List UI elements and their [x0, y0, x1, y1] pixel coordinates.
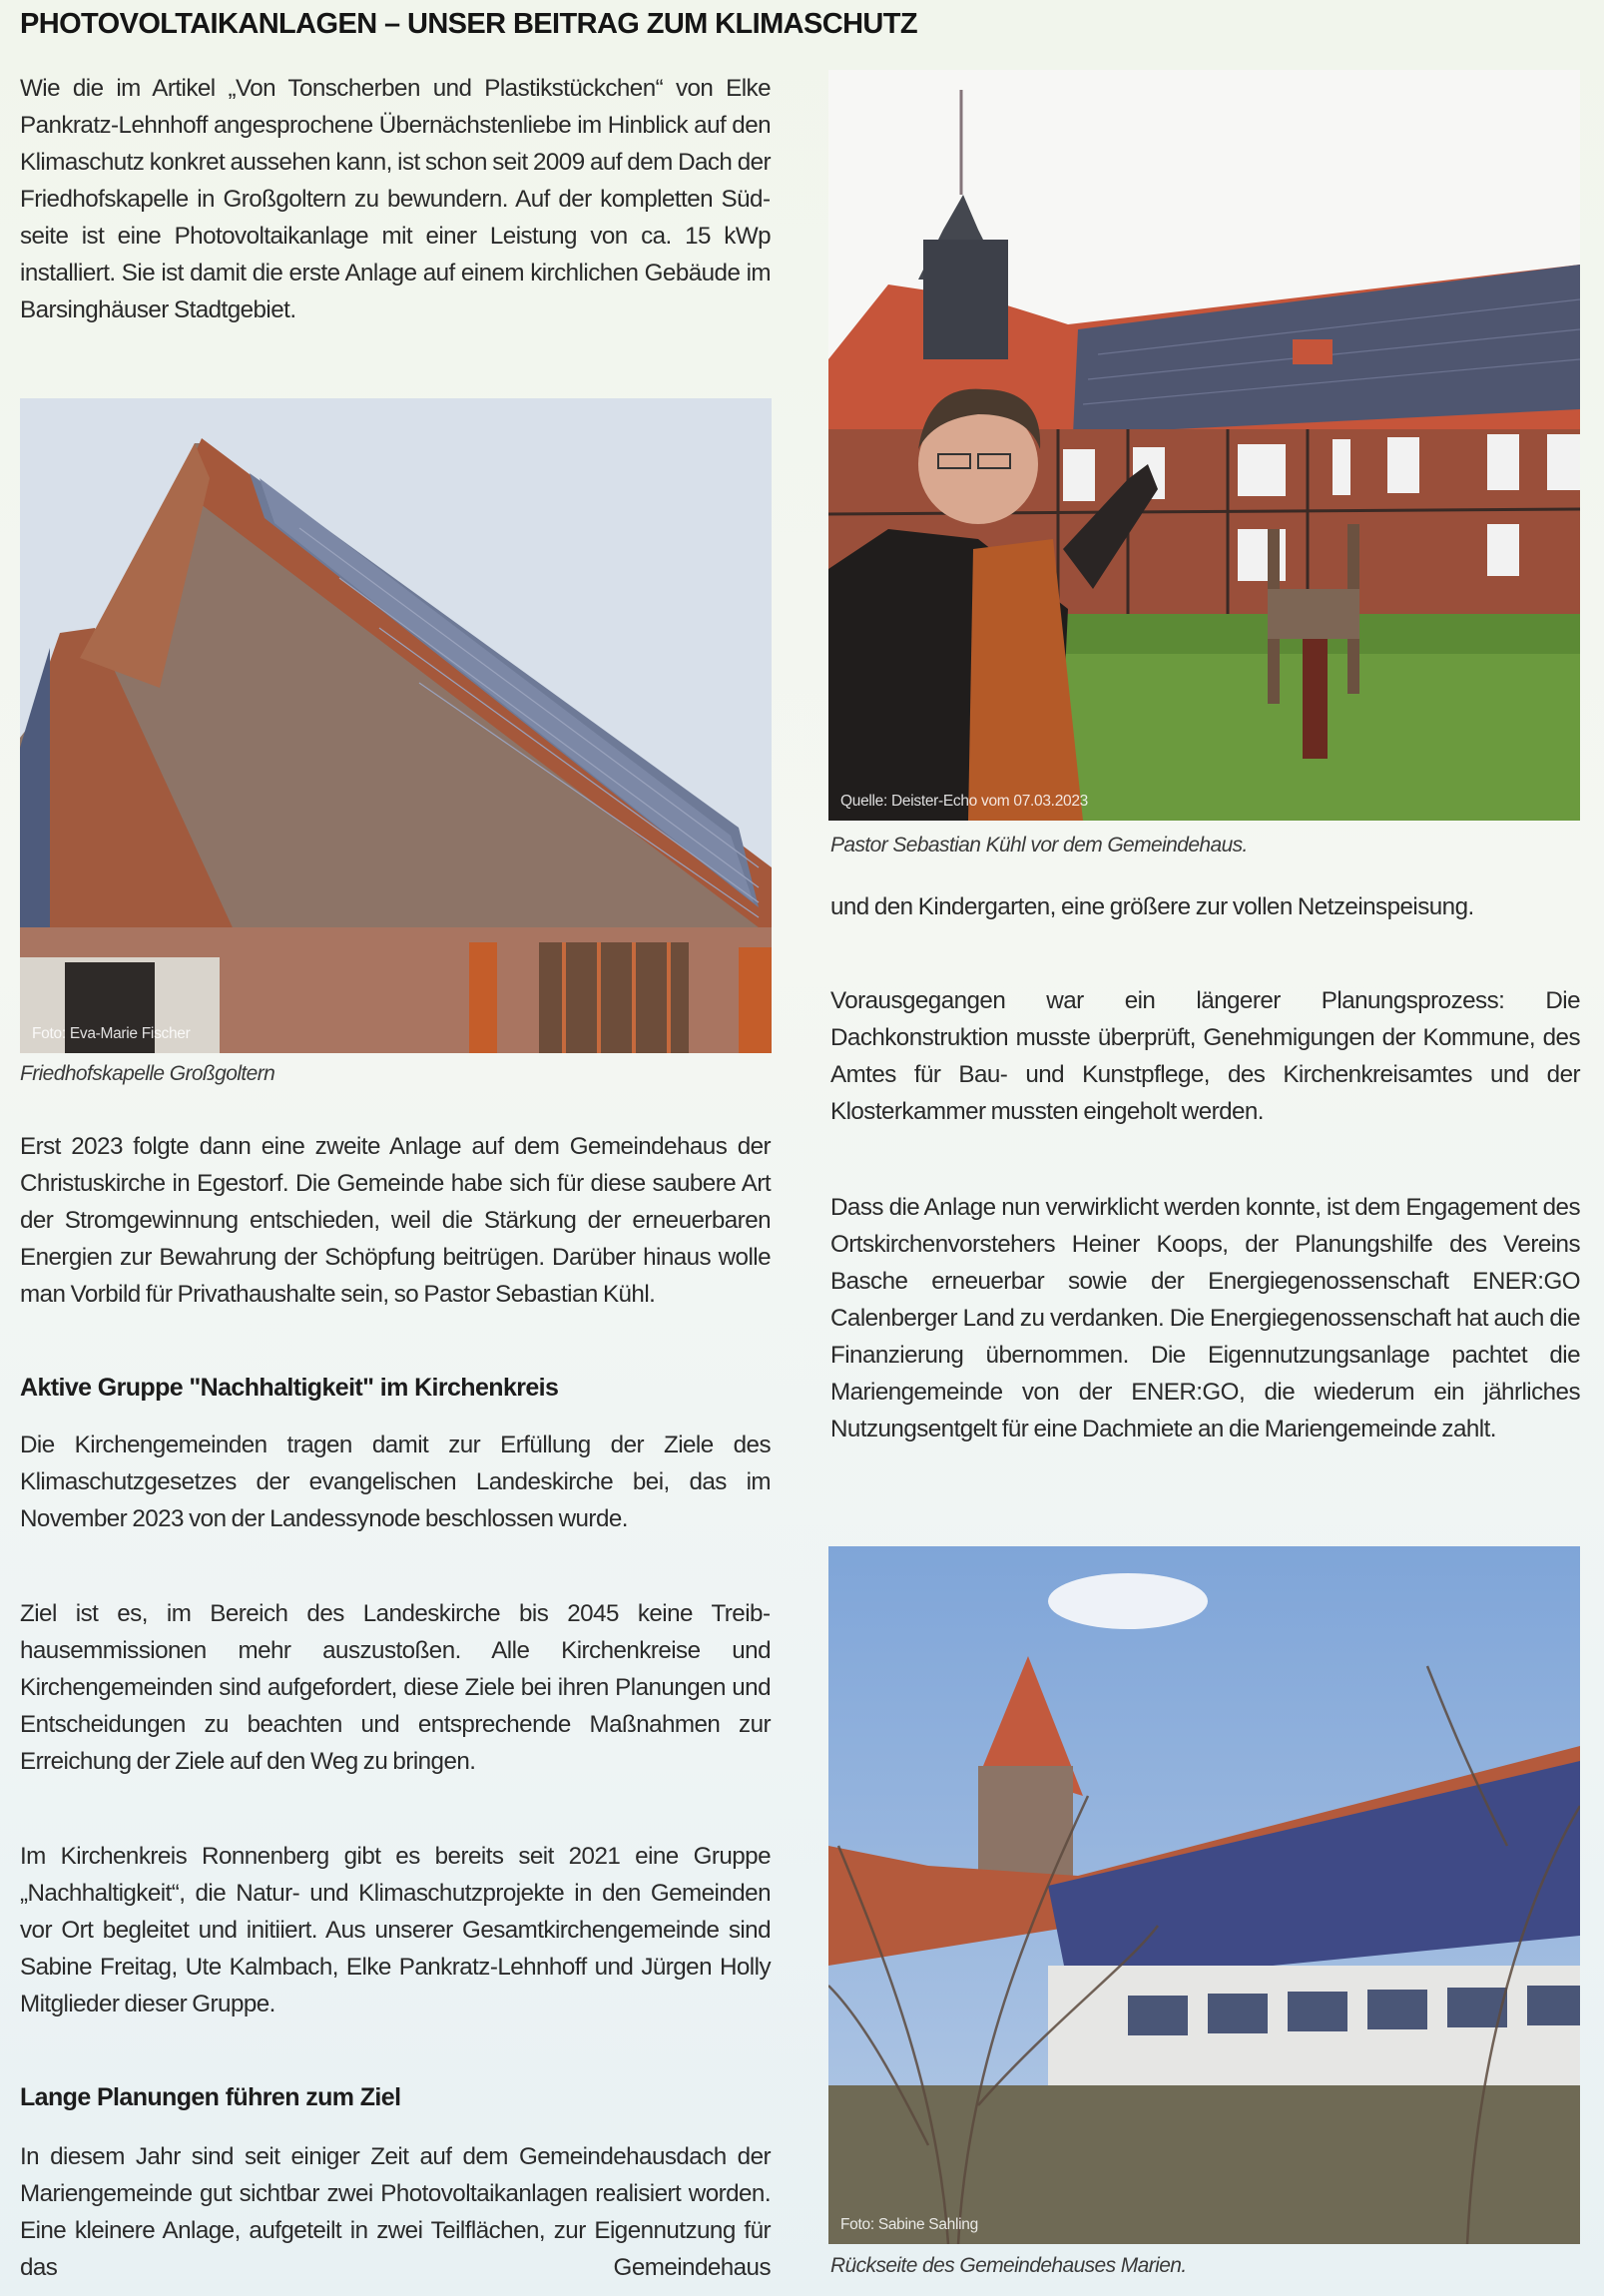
paragraph-dass: Dass die Anlage nun verwirklicht werden konnte, ist dem Engagement des Ortskirchenvorstehers Heiner Koops, der Planungshilfe des Vereins Basche erneuerbar sowie der Energiegenossenschaft ENER:GO Calenberger Land zu verdanken. Die Energiegenossenschaft hat auch die Finanzierung übernommen. Die Eigennutzungsanlage pachtet die Mariengemeinde von der ENER:GO, die wiederum ein jährliches Nutzungsentgelt für eine Dachmiete an die Mariengemeinde zahlt. [830, 1194, 1580, 1442]
paragraph-ronnenberg: Im Kirchenkreis Ronnenberg gibt es bereits seit 2021 eine Gruppe „Nachhaltigkeit“, die Natur- und Klimaschutzprojekte in den Gemeinden vor Ort begleitet und initiiert. Aus unserer Gesamtkirchengemeinde sind Sabine Freitag, Ute Kalmbach, Elke Pankratz-Lehnhoff und Jürgen Holly Mitglieder dieser Gruppe. [20, 1843, 771, 2017]
intro-paragraph: Wie die im Artikel „Von Tonscherben und Plastikstückchen“ von Elke Pankratz-Lehnhoff angesprochene Übernächstenliebe im Hinblick auf den Klimaschutz konkret aussehen kann, ist schon seit 2009 auf dem Dach der Friedhofskapelle in Großgoltern zu bewundern. Auf der kompletten Südseite ist eine Photovoltaikanlage mit einer Leistung von ca. 15 kWp installiert. Sie ist damit die erste Anlage auf einem kirchlichen Gebäude im Barsinghäuser Stadtgebiet. [20, 75, 771, 323]
chapel-illustration [20, 398, 772, 1053]
article-title: PHOTOVOLTAIKANLAGEN – UNSER BEITRAG ZUM KLIMASCHUTZ [20, 8, 918, 40]
photo-rueckseite [828, 1546, 1580, 2244]
paragraph-diesem-jahr: In diesem Jahr sind seit einiger Zeit auf dem Gemeindehausdach der Mariengemeinde gut sichtbar zwei Photovoltaikanlagen realisiert worden. Eine kleinere Anlage, aufgeteilt in zwei Teilflächen, zur Eigennutzung für das Gemeindehaus [20, 2143, 771, 2281]
photo-credit: Foto: Eva-Marie Fischer [32, 1025, 191, 1042]
photo-caption: Rückseite des Gemeindehauses Marien. [830, 2254, 1187, 2277]
pastor-illustration [828, 70, 1580, 821]
paragraph-egestorf: Erst 2023 folgte dann eine zweite Anlage auf dem Gemeindehaus der Christuskirche in Egestorf. Die Gemeinde habe sich für diese saubere Art der Stromgewinnung entschieden, weil die Stärkung der erneuerbaren Energien zur Bewahrung der Schöpfung beitrügen. Darüber hinaus wolle man Vorbild für Privathaushalte sein, so Pastor Sebastian Kühl. [20, 1133, 771, 1308]
photo-pastor [828, 70, 1580, 821]
rueckseite-illustration [828, 1546, 1580, 2244]
paragraph-kindergarten: und den Kindergarten, eine größere zur vollen Netzeinspeisung. [830, 893, 1474, 920]
photo-credit: Foto: Sabine Sahling [840, 2216, 978, 2233]
photo-credit: Quelle: Deister-Echo vom 07.03.2023 [840, 793, 1088, 810]
intro-block [20, 70, 771, 328]
paragraph-kirchengemeinden: Die Kirchengemeinden tragen damit zur Erfüllung der Ziele des Klimaschutzgesetzes der evangelischen Landeskirche bei, das im November 2023 von der Landessynode beschlossen wurde. [20, 1432, 771, 1532]
photo-friedhofskapelle [20, 398, 772, 1053]
photo-caption: Friedhofskapelle Großgoltern [20, 1062, 275, 1085]
photo-caption: Pastor Sebastian Kühl vor dem Gemeindehaus. [830, 834, 1248, 857]
subheading-nachhaltigkeit: Aktive Gruppe "Nachhaltigkeit" im Kirchenkreis [20, 1374, 559, 1402]
subheading-planungen: Lange Planungen führen zum Ziel [20, 2083, 401, 2111]
paragraph-ziel: Ziel ist es, im Bereich des Landeskirche bis 2045 keine Treibhausemmissionen mehr auszustoßen. Alle Kirchenkreise und Kirchengemeinden sind aufgefordert, diese Ziele bei ihren Planungen und Entscheidungen zu beachten und entsprechende Maßnahmen zur Erreichung der Ziele auf den Weg zu bringen. [20, 1600, 771, 1775]
paragraph-vorausgegangen: Vorausgegangen war ein längerer Planungsprozess: Die Dachkonstruktion musste überprüft, Genehmigungen der Kommune, des Amtes für Bau- und Kunstpflege, des Kirchenkreisamtes und der Klosterkammer mussten eingeholt werden. [830, 987, 1580, 1125]
